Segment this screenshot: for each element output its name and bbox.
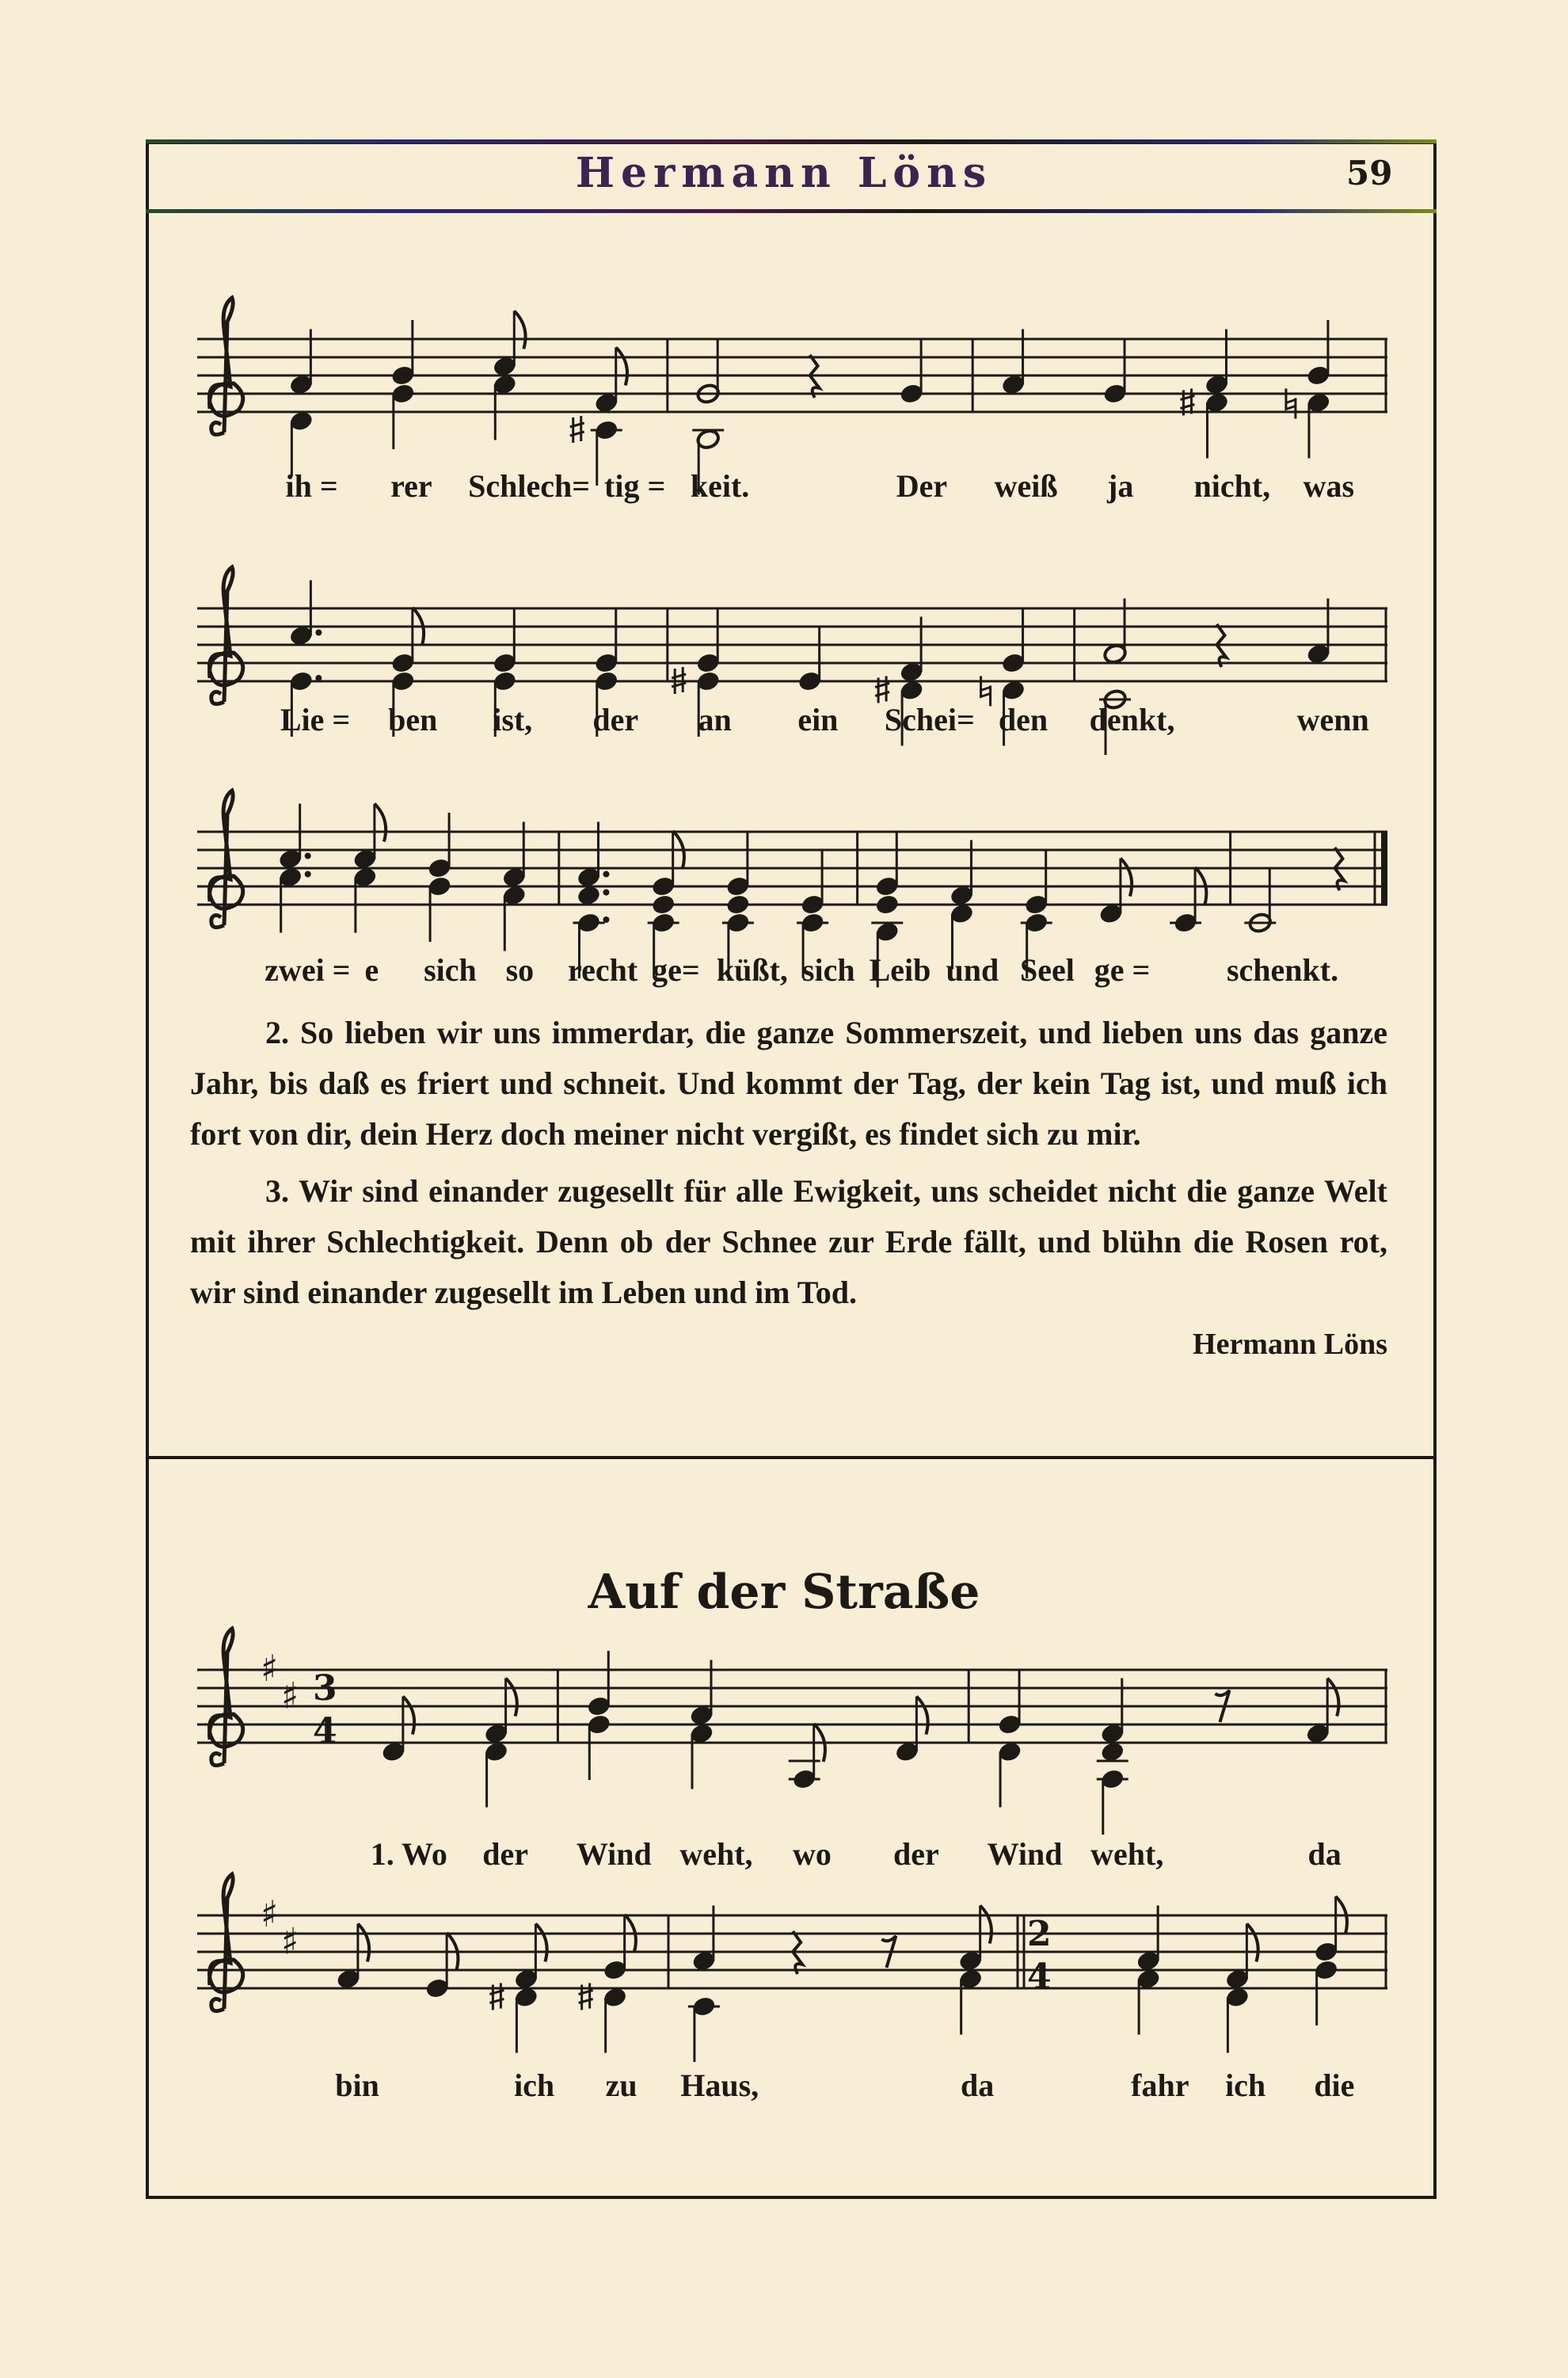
lyric-syllable: so <box>505 952 535 988</box>
treble-clef-icon <box>210 1874 243 2011</box>
author-signature: Hermann Löns <box>1193 1328 1387 1361</box>
notehead <box>651 894 676 916</box>
time-signature-top: 2 <box>1027 1914 1052 1954</box>
lyric-syllable: zu <box>605 2067 637 2103</box>
lyric-syllable: weiß <box>994 468 1058 504</box>
lyric-syllable: ist, <box>493 702 533 737</box>
treble-clef-icon <box>210 1629 243 1766</box>
lyric-syllable: ich <box>1225 2067 1266 2103</box>
lyric-syllable: küßt, <box>716 952 788 988</box>
lyric-syllable: sich <box>424 952 477 988</box>
eighth-flag <box>1327 1679 1338 1717</box>
lyric-syllable: Der <box>896 468 948 504</box>
dot <box>603 890 609 896</box>
lyric-syllable: ge = <box>1094 952 1151 988</box>
eighth-flag <box>1121 859 1132 897</box>
lyric-syllable: weht, <box>679 1836 753 1872</box>
dot <box>603 871 609 878</box>
eighth-flag <box>535 1924 546 1962</box>
lyric-syllable: wo <box>793 1836 832 1872</box>
eighth-flag <box>514 311 525 349</box>
treble-clef-icon <box>210 791 243 928</box>
eighth-flag <box>506 1679 517 1717</box>
eighth-flag <box>616 348 627 386</box>
header-rule-top <box>146 139 1437 143</box>
lyric-syllable: rer <box>390 468 432 504</box>
lyric-syllable: die <box>1314 2067 1355 2103</box>
lyric-syllable: bin <box>335 2067 379 2103</box>
song-title: Auf der Straße <box>588 1564 980 1620</box>
verses-block <box>190 1008 1387 1364</box>
lyric-syllable: an <box>698 702 732 737</box>
lyric-syllable: tig = <box>604 468 666 504</box>
lyric-syllable: und <box>946 952 999 988</box>
staff-svg <box>197 545 1387 783</box>
treble-clef-icon <box>210 298 243 435</box>
lyric-syllable: ich <box>514 2067 555 2103</box>
lyric-syllable: da <box>960 2067 995 2103</box>
time-signature-top: 3 <box>313 1668 337 1709</box>
lyric-syllable: sich <box>801 952 855 988</box>
lyric-syllable: Haus, <box>680 2067 759 2103</box>
eighth-flag <box>980 1906 991 1944</box>
notehead <box>725 894 750 916</box>
dot <box>305 871 311 878</box>
key-sharp-icon: ♯ <box>261 1647 279 1690</box>
lyric-syllable: ih = <box>285 468 338 504</box>
page-number: 59 <box>1346 154 1393 192</box>
eighth-flag <box>358 1924 369 1962</box>
lyric-syllable: keit. <box>690 468 750 504</box>
running-header-title: Hermann Löns <box>575 149 993 197</box>
lyric-syllable: Leib <box>869 952 931 988</box>
lyric-syllable: der <box>893 1836 939 1872</box>
lyric-syllable: ben <box>388 702 438 737</box>
lyric-syllable: Wind <box>576 1836 652 1872</box>
lyric-syllable: e <box>364 952 379 988</box>
music-staff-1 <box>197 276 1387 545</box>
lyric-syllable: wenn <box>1296 702 1369 737</box>
music-staff-4 <box>197 1606 1387 1876</box>
key-sharp-icon: ♯ <box>281 1674 299 1717</box>
dot <box>305 853 311 859</box>
notehead <box>577 885 601 907</box>
lyric-syllable: fahr <box>1131 2067 1189 2103</box>
sharp-accidental-icon <box>570 416 584 443</box>
music-staff-3 <box>197 768 1387 1038</box>
lyric-syllable: ein <box>797 702 839 737</box>
treble-clef-icon <box>210 567 243 704</box>
eighth-flag <box>1246 1924 1258 1962</box>
section-divider <box>146 1456 1437 1459</box>
eighth-flag <box>916 1697 927 1735</box>
dot <box>315 675 322 681</box>
notehead <box>875 894 900 916</box>
verse-2: 2. So lieben wir uns immerdar, die ganze Sommerszeit, und lieben uns das ganze Jahr, bis daß es friert und schneit. Und kommt der Tag, der kein Tag ist, und muß ich fort von dir, dein Herz doch meiner nicht vergißt, es findet sich zu mir. <box>190 1015 1387 1152</box>
eighth-flag <box>403 1697 414 1735</box>
lyric-syllable: ge= <box>652 952 700 988</box>
key-sharp-icon: ♯ <box>261 1892 279 1935</box>
music-staff-5 <box>197 1852 1387 2121</box>
time-signature-bottom: 4 <box>313 1711 337 1751</box>
staff-svg <box>197 1606 1387 1844</box>
verse-3: 3. Wir sind einander zugesellt für alle Ewigkeit, uns scheidet nicht die ganze Welt mit ihrer Schlechtigkeit. Denn ob der Schnee zur Erde fällt, und blühn die Rosen rot, wir sind einander zugesellt im Leben und im Tod. <box>190 1173 1387 1310</box>
lyric-syllable: was <box>1303 468 1355 504</box>
lyric-syllable: Schlech= <box>468 468 591 504</box>
key-sharp-icon: ♯ <box>281 1919 299 1963</box>
time-signature-bottom: 4 <box>1027 1957 1052 1997</box>
lyric-syllable: 1. Wo <box>370 1836 447 1872</box>
lyric-syllable: schenkt. <box>1226 952 1339 988</box>
lyric-syllable: den <box>998 702 1049 737</box>
lyric-syllable: Lie = <box>280 702 351 737</box>
final-barline-thick <box>1381 832 1387 905</box>
staff-svg <box>197 1852 1387 2090</box>
lyric-syllable: recht <box>568 952 638 988</box>
dot <box>603 917 609 923</box>
lyric-syllable: Seel <box>1020 952 1075 988</box>
lyric-syllable: Wind <box>987 1836 1063 1872</box>
lyric-syllable: weht, <box>1090 1836 1164 1872</box>
lyric-syllable: Schei= <box>884 702 975 737</box>
lyric-syllable: da <box>1307 1836 1342 1872</box>
lyric-syllable: zwei = <box>265 952 351 988</box>
eighth-flag <box>375 804 386 842</box>
lyric-syllable: nicht, <box>1193 468 1271 504</box>
lyric-syllable: ja <box>1107 468 1134 504</box>
lyric-syllable: der <box>482 1836 529 1872</box>
notehead <box>1100 1741 1125 1763</box>
header-rule-bottom <box>146 209 1437 213</box>
lyric-syllable: der <box>592 702 639 737</box>
dot <box>315 630 322 636</box>
lyric-syllable: denkt, <box>1089 702 1175 737</box>
